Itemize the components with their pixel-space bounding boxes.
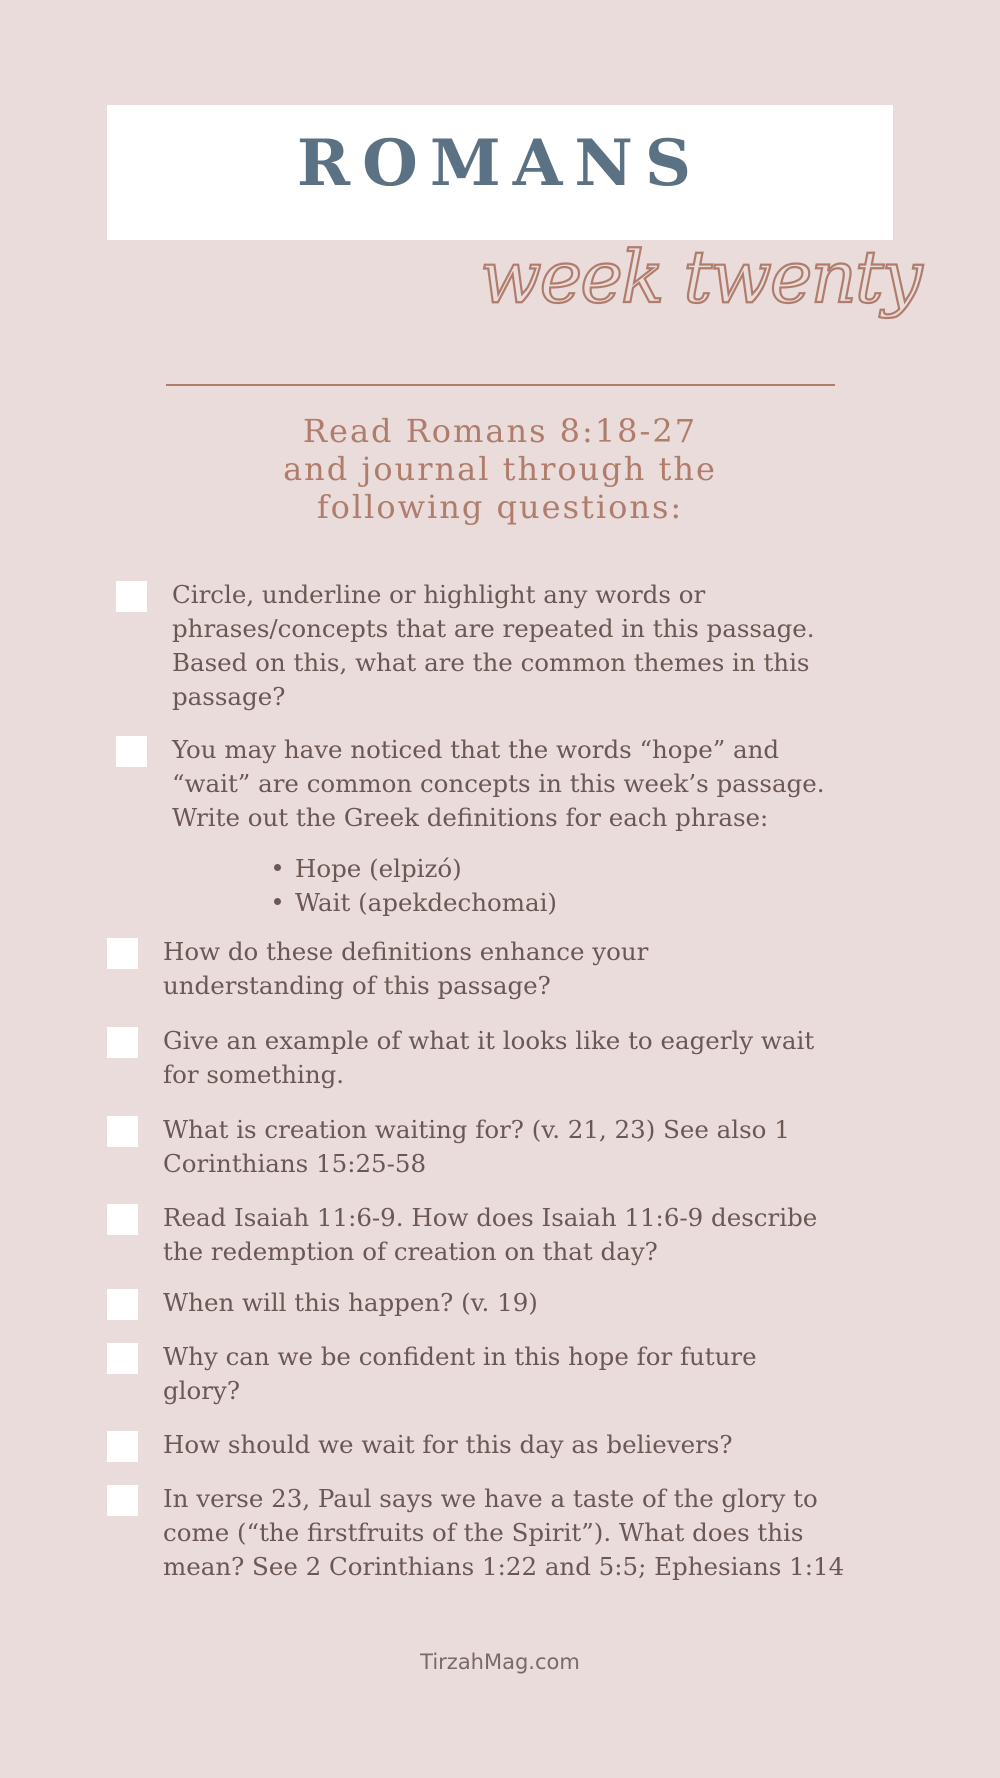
question-line: Based on this, what are the common themes in this [172, 648, 810, 677]
question-line: When will this happen? (v. 19) [163, 1288, 538, 1317]
checkbox-q1[interactable] [116, 581, 147, 612]
question-2 [172, 733, 825, 835]
intro-line: and journal through the [283, 450, 717, 488]
intro-line: following questions: [316, 488, 684, 526]
question-line: How should we wait for this day as believers? [163, 1430, 733, 1459]
subtitle-script: week twenty [480, 235, 921, 319]
greek-terms-list [274, 852, 557, 920]
question-line: Why can we be confident in this hope for future [163, 1342, 757, 1371]
question-7 [163, 1286, 538, 1320]
question-line: understanding of this passage? [163, 971, 551, 1000]
question-line: Corinthians 15:25-58 [163, 1149, 427, 1178]
question-line: In verse 23, Paul says we have a taste of the glory to [163, 1484, 818, 1513]
intro-text [150, 412, 850, 526]
question-3 [163, 935, 648, 1003]
question-9 [163, 1428, 733, 1462]
bullet-icon [274, 864, 281, 871]
question-8 [163, 1340, 757, 1408]
checkbox-q8[interactable] [107, 1343, 138, 1374]
checkbox-q10[interactable] [107, 1485, 138, 1516]
checkbox-q6[interactable] [107, 1204, 138, 1235]
question-line: Read Isaiah 11:6-9. How does Isaiah 11:6-9 describe [163, 1203, 818, 1232]
question-line: come (“the firstfruits of the Spirit”). What does this [163, 1518, 804, 1547]
intro-line: Read Romans 8:18-27 [302, 412, 698, 450]
checkbox-q7[interactable] [107, 1289, 138, 1320]
list-item: Wait (apekdechomai) [274, 886, 557, 920]
question-line: What is creation waiting for? (v. 21, 23) See also 1 [163, 1115, 790, 1144]
question-line: mean? See 2 Corinthians 1:22 and 5:5; Ephesians 1:14 [163, 1552, 845, 1581]
checkbox-q5[interactable] [107, 1116, 138, 1147]
question-line: Give an example of what it looks like to eagerly wait [163, 1026, 815, 1055]
question-5 [163, 1113, 790, 1181]
question-line: phrases/concepts that are repeated in this passage. [172, 614, 815, 643]
question-line: passage? [172, 682, 286, 711]
checkbox-q4[interactable] [107, 1027, 138, 1058]
divider [166, 384, 835, 386]
question-line: the redemption of creation on that day? [163, 1237, 658, 1266]
question-line: glory? [163, 1376, 240, 1405]
question-line: You may have noticed that the words “hope” and [172, 735, 780, 764]
week-twenty-script [470, 222, 921, 352]
checkbox-q3[interactable] [107, 938, 138, 969]
question-6 [163, 1201, 817, 1269]
question-line: “wait” are common concepts in this week’s passage. [172, 769, 825, 798]
page-title: ROMANS [296, 126, 704, 201]
question-4 [163, 1024, 814, 1092]
bullet-icon [274, 898, 281, 905]
checkbox-q2[interactable] [116, 736, 147, 767]
checkbox-q9[interactable] [107, 1431, 138, 1462]
footer-site[interactable]: TirzahMag.com [420, 1650, 580, 1674]
question-1 [172, 578, 815, 714]
question-line: for something. [163, 1060, 345, 1089]
question-line: How do these definitions enhance your [163, 937, 649, 966]
question-line: Write out the Greek definitions for each phrase: [172, 803, 769, 832]
question-line: Circle, underline or highlight any words or [172, 580, 706, 609]
question-10 [163, 1482, 844, 1584]
list-item: Hope (elpizó) [274, 852, 557, 886]
